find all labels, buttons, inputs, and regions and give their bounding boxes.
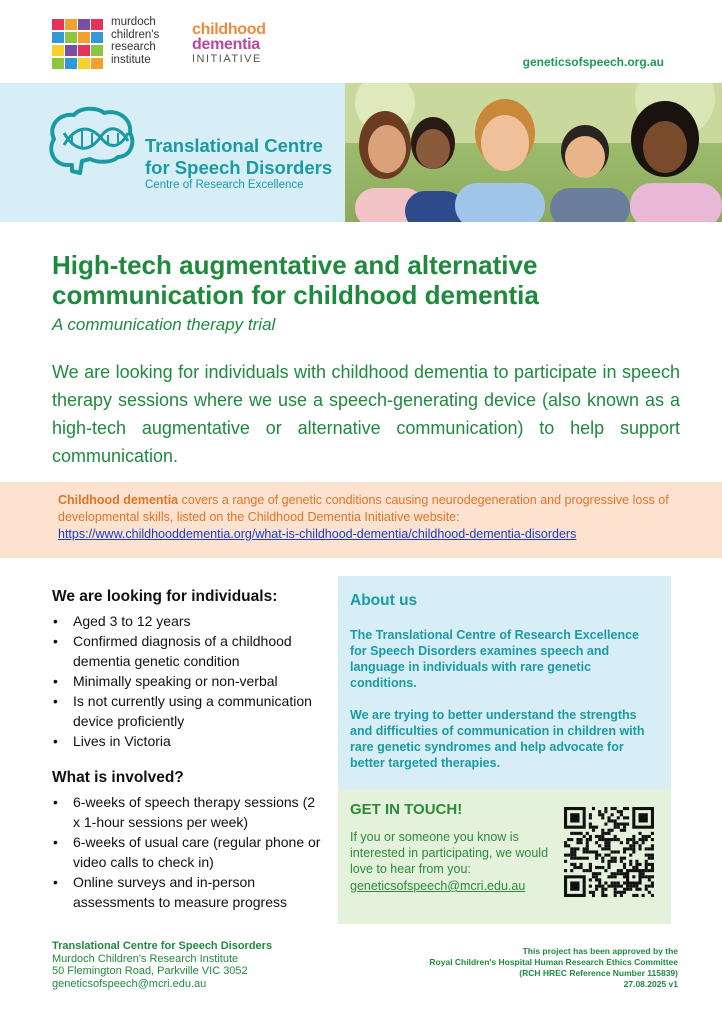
footer-org: Translational Centre for Speech Disorders — [52, 940, 273, 952]
list-item: • Online surveys and in-person assessments to measure progress — [52, 872, 322, 912]
brain-dna-icon — [46, 105, 138, 179]
footer-institute: Murdoch Children's Research Institute — [52, 952, 239, 965]
list-item: • Aged 3 to 12 years — [52, 611, 322, 631]
list-item: • Minimally speaking or non-verbal — [52, 671, 322, 691]
footer-address: 50 Flemington Road, Parkville VIC 3052 — [52, 965, 248, 977]
website-link[interactable]: geneticsofspeech.org.au — [522, 55, 664, 69]
ethics-approval: This project has been approved by the Royal Children's Hospital Human Research Ethics Committee (RCH HREC Reference Number 115839) 27.08.2025 v1 — [429, 946, 678, 989]
list-item: • Confirmed diagnosis of a childhood dementia genetic condition — [52, 631, 322, 671]
banner — [0, 83, 722, 222]
mcri-logo-text: murdoch children's research institute — [111, 16, 160, 66]
list-item: • 6-weeks of speech therapy sessions (2 x 1-hour sessions per week) — [52, 792, 322, 832]
version-label: 27.08.2025 v1 — [623, 979, 678, 989]
list-item: • 6-weeks of usual care (regular phone or video calls to check in) — [52, 832, 322, 872]
childhood-dementia-info — [0, 482, 722, 558]
looking-for-heading: We are looking for individuals: — [52, 588, 278, 605]
contact-text: If you or someone you know is interested in participating, we would love to hear from you: — [350, 830, 549, 876]
page-subtitle: A communication therapy trial — [52, 315, 276, 334]
intro-paragraph: We are looking for individuals with childhood dementia to participate in speech therapy sessions where we use a speech-generating device (also known as a high-tech augmentative or alternative communication) to help support communication. — [52, 362, 680, 466]
childhood-dementia-link[interactable]: https://www.childhooddementia.org/what-is-childhood-dementia/childhood-dementia-disorders — [58, 527, 577, 541]
eligibility-section — [52, 588, 322, 912]
info-text: Childhood dementia covers a range of genetic conditions causing neurodegeneration and progressive loss of developmental skills, listed on the Childhood Dementia Initiative website: — [58, 493, 669, 524]
get-in-touch-panel — [338, 789, 671, 924]
involved-heading: What is involved? — [52, 769, 184, 786]
mcri-logo-mark — [52, 19, 103, 69]
footer-email[interactable]: geneticsofspeech@mcri.edu.au — [52, 977, 207, 990]
list-item: • Is not currently using a communication device proficiently — [52, 691, 322, 731]
mcri-logo — [52, 16, 159, 69]
children-illustration — [345, 83, 722, 222]
children-photo — [345, 83, 722, 222]
info-term: Childhood dementia — [58, 493, 179, 507]
get-in-touch-heading: GET IN TOUCH! — [350, 801, 463, 818]
about-us-panel — [338, 576, 671, 789]
qr-code-icon[interactable] — [564, 807, 654, 897]
page-title: High-tech augmentative and alternative communication for childhood dementia — [52, 250, 539, 310]
about-us-paragraph: The Translational Centre of Research Excellence for Speech Disorders examines speech and language in individuals with rare genetic conditions. — [350, 628, 640, 690]
involved-list — [52, 792, 322, 912]
eligibility-list — [52, 611, 322, 751]
list-item: • Lives in Victoria — [52, 731, 322, 751]
about-us-paragraph: We are trying to better understand the strengths and difficulties of communication in children with rare genetic syndromes and help advocate for better targeted therapies. — [350, 708, 645, 770]
footer-contact — [52, 940, 272, 990]
about-us-heading: About us — [350, 592, 418, 609]
centre-name: Translational Centre for Speech Disorders — [145, 135, 333, 178]
contact-email-link[interactable]: geneticsofspeech@mcri.edu.au — [350, 879, 526, 893]
centre-subtitle: Centre of Research Excellence — [145, 179, 304, 191]
childhood-dementia-initiative-logo: childhood dementia INITIATIVE — [192, 21, 266, 65]
